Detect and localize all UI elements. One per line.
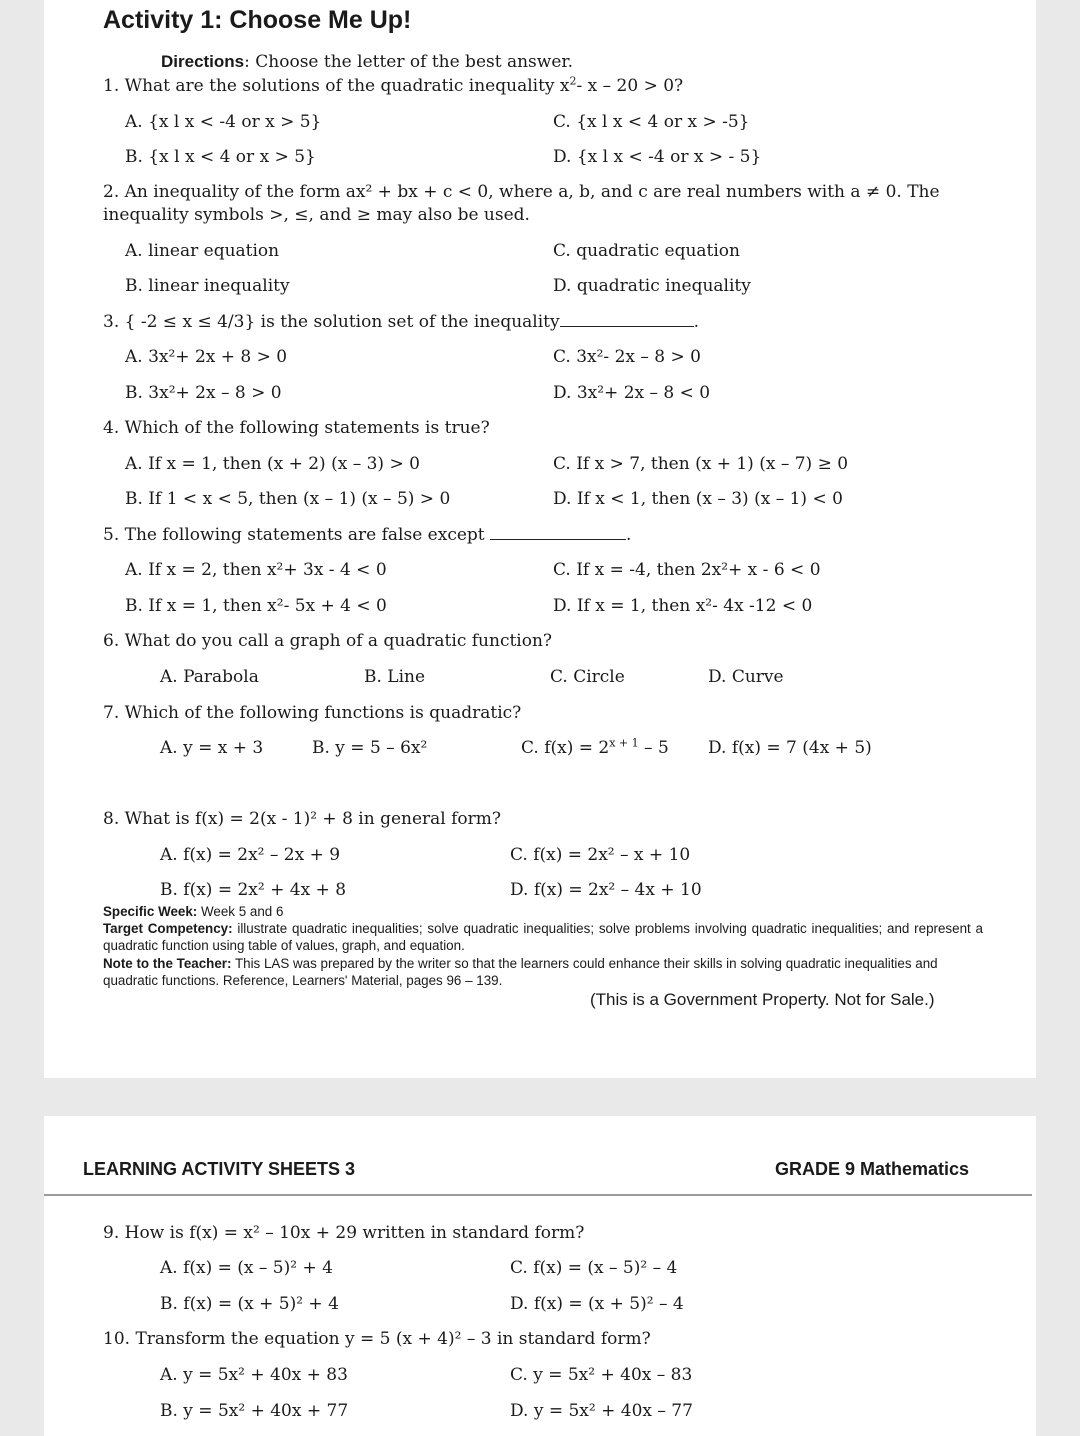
worksheet-page-2 (44, 1116, 1036, 1436)
question-7-option-a[interactable]: A. y = x + 3 (160, 738, 264, 758)
question-9-option-b[interactable]: B. f(x) = (x + 5)² + 4 (160, 1294, 339, 1314)
question-9-stem: 9. How is f(x) = x² – 10x + 29 written in standard form? (103, 1223, 585, 1243)
question-2-stem-line-1: 2. An inequality of the form ax² + bx + c < 0, where a, b, and c are real numbers with a ≠ 0. The (103, 182, 940, 202)
question-4-option-b[interactable]: B. If 1 < x < 5, then (x – 1) (x – 5) > 0 (125, 489, 451, 509)
question-1-exponent: 2 (569, 74, 577, 88)
question-6-option-c[interactable]: C. Circle (550, 667, 625, 687)
question-3-stem (103, 312, 699, 332)
question-6-stem: 6. What do you call a graph of a quadratic function? (103, 631, 553, 651)
question-2-stem-line-2: inequality symbols >, ≤, and ≥ may also be used. (103, 205, 530, 225)
note-to-teacher-label: Note to the Teacher: (103, 956, 232, 971)
question-1-option-b[interactable]: B. {x l x < 4 or x > 5} (125, 147, 316, 167)
question-7-option-c-exponent: x + 1 (609, 736, 639, 750)
question-1-stem-part: - x – 20 > 0? (576, 76, 684, 96)
question-10-option-c[interactable]: C. y = 5x² + 40x – 83 (510, 1365, 693, 1385)
question-3-stem-text: 3. { -2 ≤ x ≤ 4/3} is the solution set of the inequality (103, 312, 560, 332)
question-8-option-a[interactable]: A. f(x) = 2x² – 2x + 9 (160, 845, 341, 865)
government-property-notice: (This is a Government Property. Not for Sale.) (590, 990, 935, 1009)
question-8-option-b[interactable]: B. f(x) = 2x² + 4x + 8 (160, 880, 347, 900)
question-3-option-b[interactable]: B. 3x²+ 2x – 8 > 0 (125, 383, 282, 403)
question-6-option-d[interactable]: D. Curve (708, 667, 784, 687)
question-9-option-c[interactable]: C. f(x) = (x – 5)² – 4 (510, 1258, 678, 1278)
question-5-option-c[interactable]: C. If x = -4, then 2x²+ x - 6 < 0 (553, 560, 821, 580)
note-to-teacher-text: This LAS was prepared by the writer so that the learners could enhance their skills in solving quadratic inequalities and quadratic functions. Reference, Learners' Material, pages 96 – 139. (103, 956, 938, 988)
question-7-option-c[interactable] (521, 738, 669, 758)
question-1-option-d[interactable]: D. {x l x < -4 or x > - 5} (553, 147, 762, 167)
question-3-stem-end: . (693, 312, 700, 332)
question-3-option-a[interactable]: A. 3x²+ 2x + 8 > 0 (125, 347, 288, 367)
question-7-stem: 7. Which of the following functions is quadratic? (103, 703, 522, 723)
question-8-option-c[interactable]: C. f(x) = 2x² – x + 10 (510, 845, 691, 865)
question-7-option-d[interactable]: D. f(x) = 7 (4x + 5) (708, 738, 872, 758)
specific-week (103, 903, 983, 920)
question-5-stem (103, 525, 631, 545)
question-5-option-a[interactable]: A. If x = 2, then x²+ 3x - 4 < 0 (125, 560, 387, 580)
question-5-stem-end: . (626, 525, 632, 545)
question-1-stem-part: 1. What are the solutions of the quadratic inequality x (103, 76, 570, 96)
question-7-option-c-tail: – 5 (638, 738, 669, 758)
target-competency (103, 920, 983, 954)
directions-text: : Choose the letter of the best answer. (244, 52, 574, 72)
specific-week-text: Week 5 and 6 (197, 904, 284, 919)
question-3-option-c[interactable]: C. 3x²- 2x – 8 > 0 (553, 347, 701, 367)
target-competency-text: illustrate quadratic inequalities; solve quadratic inequalities; solve problems involving quadratic inequalities; and represent a quadratic function using table of values, graph, and equation. (103, 921, 983, 953)
question-4-option-a[interactable]: A. If x = 1, then (x + 2) (x – 3) > 0 (125, 454, 420, 474)
question-2-option-b[interactable]: B. linear inequality (125, 276, 290, 296)
question-2-option-d[interactable]: D. quadratic inequality (553, 276, 751, 296)
question-6-option-b[interactable]: B. Line (364, 667, 426, 687)
worksheet-page-1 (44, 0, 1036, 1078)
question-4-stem: 4. Which of the following statements is true? (103, 418, 490, 438)
note-to-teacher (103, 955, 983, 989)
header-divider (44, 1194, 1032, 1196)
question-10-option-b[interactable]: B. y = 5x² + 40x + 77 (160, 1401, 349, 1421)
specific-week-label: Specific Week: (103, 904, 198, 919)
question-4-option-c[interactable]: C. If x > 7, then (x + 1) (x – 7) ≥ 0 (553, 454, 849, 474)
target-competency-label: Target Competency: (103, 921, 233, 936)
answer-blank[interactable] (490, 525, 626, 540)
question-8-stem: 8. What is f(x) = 2(x - 1)² + 8 in general form? (103, 809, 502, 829)
question-10-option-d[interactable]: D. y = 5x² + 40x – 77 (510, 1401, 693, 1421)
question-5-option-d[interactable]: D. If x = 1, then x²- 4x -12 < 0 (553, 596, 813, 616)
question-1-option-a[interactable]: A. {x l x < -4 or x > 5} (125, 112, 322, 132)
question-9-option-d[interactable]: D. f(x) = (x + 5)² – 4 (510, 1294, 684, 1314)
question-5-stem-text: 5. The following statements are false except (103, 525, 485, 545)
question-3-option-d[interactable]: D. 3x²+ 2x – 8 < 0 (553, 383, 711, 403)
question-7-option-b[interactable]: B. y = 5 – 6x² (312, 738, 428, 758)
question-10-option-a[interactable]: A. y = 5x² + 40x + 83 (160, 1365, 348, 1385)
page-header-left: LEARNING ACTIVITY SHEETS 3 (83, 1159, 356, 1179)
activity-title: Activity 1: Choose Me Up! (103, 6, 412, 34)
question-10-stem: 10. Transform the equation y = 5 (x + 4)² – 3 in standard form? (103, 1329, 651, 1349)
directions-label: Directions (161, 52, 245, 71)
question-4-option-d[interactable]: D. If x < 1, then (x – 3) (x – 1) < 0 (553, 489, 843, 509)
question-6-option-a[interactable]: A. Parabola (160, 667, 259, 687)
question-1-option-c[interactable]: C. {x l x < 4 or x > -5} (553, 112, 750, 132)
answer-blank[interactable] (560, 312, 694, 327)
question-1-stem (103, 76, 683, 96)
question-9-option-a[interactable]: A. f(x) = (x – 5)² + 4 (160, 1258, 333, 1278)
question-2-option-a[interactable]: A. linear equation (125, 241, 280, 261)
question-8-option-d[interactable]: D. f(x) = 2x² – 4x + 10 (510, 880, 702, 900)
directions (161, 52, 573, 72)
page-header-right: GRADE 9 Mathematics (775, 1159, 970, 1179)
question-7-option-c-base: C. f(x) = 2 (521, 738, 610, 758)
question-5-option-b[interactable]: B. If x = 1, then x²- 5x + 4 < 0 (125, 596, 387, 616)
question-2-option-c[interactable]: C. quadratic equation (553, 241, 740, 261)
